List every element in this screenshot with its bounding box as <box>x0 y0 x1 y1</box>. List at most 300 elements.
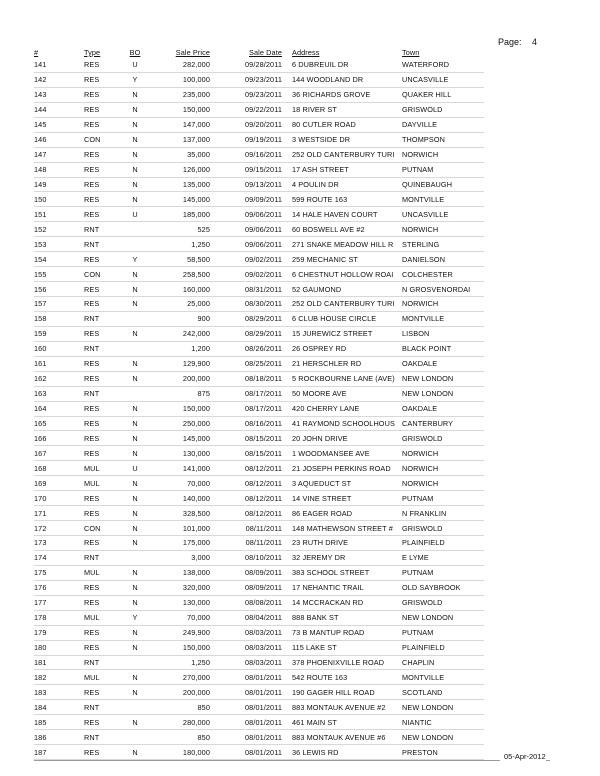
cell-type: RNT <box>84 700 120 715</box>
table-row <box>34 58 484 72</box>
cell-type: RES <box>84 715 120 730</box>
cell-type: RNT <box>84 730 120 745</box>
cell-sale-date: 08/26/2011 <box>210 341 282 356</box>
cell-num: 187 <box>34 745 84 760</box>
cell-bo: N <box>120 670 150 685</box>
table-header <box>34 44 484 58</box>
cell-type: RES <box>84 102 120 117</box>
cell-sale-date: 08/15/2011 <box>210 431 282 446</box>
cell-type: RES <box>84 87 120 102</box>
cell-bo: N <box>120 580 150 595</box>
table-row <box>34 640 484 655</box>
cell-sale-date: 09/23/2011 <box>210 87 282 102</box>
cell-address: 18 RIVER ST <box>282 102 402 117</box>
cell-num: 174 <box>34 550 84 565</box>
table-row <box>34 341 484 356</box>
cell-town: GRISWOLD <box>402 595 484 610</box>
cell-address: 883 MONTAUK AVENUE #2 <box>282 700 402 715</box>
cell-bo: Y <box>120 252 150 267</box>
cell-address: 80 CUTLER ROAD <box>282 117 402 132</box>
cell-num: 176 <box>34 580 84 595</box>
cell-type: RES <box>84 640 120 655</box>
cell-sale-price: 1,250 <box>150 655 210 670</box>
cell-town: LISBON <box>402 326 484 341</box>
cell-sale-date: 08/18/2011 <box>210 371 282 386</box>
cell-address: 60 BOSWELL AVE #2 <box>282 222 402 237</box>
cell-type: RES <box>84 745 120 760</box>
cell-type: RES <box>84 326 120 341</box>
cell-town: CANTERBURY <box>402 416 484 431</box>
cell-sale-date: 08/04/2011 <box>210 610 282 625</box>
cell-sale-price: 242,000 <box>150 326 210 341</box>
table-body <box>34 58 484 760</box>
header-town: Town <box>402 48 420 57</box>
cell-bo <box>120 311 150 326</box>
cell-bo: N <box>120 117 150 132</box>
cell-sale-price: 126,000 <box>150 162 210 177</box>
table-row <box>34 371 484 386</box>
cell-town: NORWICH <box>402 476 484 491</box>
cell-town: NEW LONDON <box>402 386 484 401</box>
cell-sale-price: 70,000 <box>150 476 210 491</box>
cell-sale-date: 08/12/2011 <box>210 506 282 521</box>
table-row <box>34 670 484 685</box>
cell-town: PUTNAM <box>402 162 484 177</box>
cell-bo: N <box>120 356 150 371</box>
table-row <box>34 72 484 87</box>
cell-num: 169 <box>34 476 84 491</box>
table-row <box>34 506 484 521</box>
cell-num: 153 <box>34 237 84 252</box>
cell-town: E LYME <box>402 550 484 565</box>
table-row <box>34 625 484 640</box>
cell-bo: N <box>120 416 150 431</box>
table-row <box>34 326 484 341</box>
cell-bo: N <box>120 102 150 117</box>
cell-sale-price: 1,250 <box>150 237 210 252</box>
header-row <box>34 44 484 58</box>
cell-town: PLAINFIELD <box>402 536 484 551</box>
cell-type: RNT <box>84 222 120 237</box>
cell-type: RES <box>84 207 120 222</box>
cell-num: 167 <box>34 446 84 461</box>
table-row <box>34 595 484 610</box>
cell-num: 146 <box>34 132 84 147</box>
table-row <box>34 207 484 222</box>
cell-sale-date: 08/03/2011 <box>210 640 282 655</box>
cell-address: 420 CHERRY LANE <box>282 401 402 416</box>
cell-bo <box>120 655 150 670</box>
cell-sale-price: 135,000 <box>150 177 210 192</box>
cell-address: 4 POULIN DR <box>282 177 402 192</box>
table-row <box>34 446 484 461</box>
cell-sale-date: 08/01/2011 <box>210 745 282 760</box>
cell-sale-price: 58,500 <box>150 252 210 267</box>
cell-sale-price: 320,000 <box>150 580 210 595</box>
cell-num: 168 <box>34 461 84 476</box>
cell-town: SCOTLAND <box>402 685 484 700</box>
table-row <box>34 700 484 715</box>
cell-sale-price: 1,200 <box>150 341 210 356</box>
cell-sale-date: 08/17/2011 <box>210 386 282 401</box>
sales-table <box>34 44 484 760</box>
cell-town: NEW LONDON <box>402 730 484 745</box>
table-row <box>34 580 484 595</box>
cell-sale-price: 137,000 <box>150 132 210 147</box>
cell-address: 14 HALE HAVEN COURT <box>282 207 402 222</box>
page-number-indicator <box>498 37 537 47</box>
cell-type: RES <box>84 282 120 297</box>
cell-num: 143 <box>34 87 84 102</box>
cell-town: BLACK POINT <box>402 341 484 356</box>
cell-type: RES <box>84 536 120 551</box>
cell-sale-date: 09/09/2011 <box>210 192 282 207</box>
cell-town: NEW LONDON <box>402 371 484 386</box>
cell-bo: N <box>120 401 150 416</box>
page-label: Page: <box>498 37 522 47</box>
cell-address: 26 OSPREY RD <box>282 341 402 356</box>
cell-sale-date: 09/23/2011 <box>210 72 282 87</box>
cell-town: DANIELSON <box>402 252 484 267</box>
cell-town: NORWICH <box>402 222 484 237</box>
cell-sale-price: 249,900 <box>150 625 210 640</box>
cell-type: RES <box>84 625 120 640</box>
cell-type: CON <box>84 521 120 536</box>
cell-town: QUAKER HILL <box>402 87 484 102</box>
cell-bo: N <box>120 491 150 506</box>
cell-town: UNCASVILLE <box>402 72 484 87</box>
cell-sale-date: 09/06/2011 <box>210 237 282 252</box>
cell-type: MUL <box>84 476 120 491</box>
table-row <box>34 117 484 132</box>
cell-bo: N <box>120 715 150 730</box>
cell-address: 41 RAYMOND SCHOOLHOUS <box>282 416 402 431</box>
cell-town: NIANTIC <box>402 715 484 730</box>
table-row <box>34 476 484 491</box>
table-row <box>34 730 484 745</box>
cell-town: THOMPSON <box>402 132 484 147</box>
cell-town: QUINEBAUGH <box>402 177 484 192</box>
cell-num: 161 <box>34 356 84 371</box>
cell-bo: N <box>120 192 150 207</box>
cell-num: 182 <box>34 670 84 685</box>
cell-bo: N <box>120 267 150 282</box>
cell-sale-date: 08/01/2011 <box>210 685 282 700</box>
cell-num: 173 <box>34 536 84 551</box>
cell-type: RES <box>84 446 120 461</box>
header-sale-date: Sale Date <box>249 48 282 57</box>
cell-sale-price: 200,000 <box>150 685 210 700</box>
cell-sale-price: 875 <box>150 386 210 401</box>
table-row <box>34 715 484 730</box>
table-row <box>34 521 484 536</box>
cell-type: RES <box>84 162 120 177</box>
cell-address: 6 CLUB HOUSE CIRCLE <box>282 311 402 326</box>
cell-bo <box>120 222 150 237</box>
cell-sale-date: 09/06/2011 <box>210 207 282 222</box>
cell-num: 165 <box>34 416 84 431</box>
cell-sale-date: 09/13/2011 <box>210 177 282 192</box>
cell-num: 155 <box>34 267 84 282</box>
table-row <box>34 297 484 312</box>
cell-sale-price: 138,000 <box>150 565 210 580</box>
cell-address: 3 WESTSIDE DR <box>282 132 402 147</box>
cell-bo: U <box>120 461 150 476</box>
cell-town: MONTVILLE <box>402 192 484 207</box>
cell-sale-price: 328,500 <box>150 506 210 521</box>
cell-sale-price: 250,000 <box>150 416 210 431</box>
cell-type: MUL <box>84 461 120 476</box>
cell-town: PUTNAM <box>402 565 484 580</box>
cell-num: 163 <box>34 386 84 401</box>
cell-address: 23 RUTH DRIVE <box>282 536 402 551</box>
cell-num: 144 <box>34 102 84 117</box>
cell-town: DAYVILLE <box>402 117 484 132</box>
cell-sale-price: 141,000 <box>150 461 210 476</box>
table-row <box>34 461 484 476</box>
cell-address: 378 PHOENIXVILLE ROAD <box>282 655 402 670</box>
footer-date: 05-Apr-2012 <box>500 752 546 761</box>
cell-sale-price: 200,000 <box>150 371 210 386</box>
table-row <box>34 102 484 117</box>
cell-bo <box>120 730 150 745</box>
cell-type: RES <box>84 416 120 431</box>
cell-town: PUTNAM <box>402 625 484 640</box>
cell-bo: N <box>120 132 150 147</box>
cell-bo <box>120 341 150 356</box>
cell-bo: N <box>120 431 150 446</box>
cell-type: RNT <box>84 655 120 670</box>
cell-town: CHAPLIN <box>402 655 484 670</box>
cell-town: NEW LONDON <box>402 700 484 715</box>
cell-bo: U <box>120 207 150 222</box>
cell-bo: N <box>120 640 150 655</box>
cell-address: 21 HERSCHLER RD <box>282 356 402 371</box>
table-row <box>34 252 484 267</box>
header-bo: BO <box>129 48 141 57</box>
table-row <box>34 162 484 177</box>
cell-bo: N <box>120 147 150 162</box>
cell-bo: N <box>120 536 150 551</box>
cell-sale-price: 258,500 <box>150 267 210 282</box>
cell-sale-date: 08/31/2011 <box>210 282 282 297</box>
cell-bo <box>120 386 150 401</box>
cell-bo: U <box>120 58 150 72</box>
cell-bo <box>120 237 150 252</box>
cell-type: MUL <box>84 670 120 685</box>
cell-sale-price: 25,000 <box>150 297 210 312</box>
cell-num: 166 <box>34 431 84 446</box>
table-row <box>34 550 484 565</box>
cell-address: 5 ROCKBOURNE LANE (AVE) <box>282 371 402 386</box>
cell-bo: N <box>120 476 150 491</box>
cell-town: GRISWOLD <box>402 431 484 446</box>
table-row <box>34 431 484 446</box>
table-row <box>34 565 484 580</box>
cell-sale-date: 08/25/2011 <box>210 356 282 371</box>
cell-num: 177 <box>34 595 84 610</box>
cell-type: CON <box>84 267 120 282</box>
cell-bo: N <box>120 625 150 640</box>
cell-type: RES <box>84 580 120 595</box>
cell-sale-date: 09/20/2011 <box>210 117 282 132</box>
cell-address: 6 DUBREUIL DR <box>282 58 402 72</box>
header-type: Type <box>84 48 101 57</box>
cell-type: RES <box>84 72 120 87</box>
cell-sale-date: 08/01/2011 <box>210 700 282 715</box>
cell-sale-price: 175,000 <box>150 536 210 551</box>
cell-num: 142 <box>34 72 84 87</box>
cell-bo: N <box>120 685 150 700</box>
cell-sale-price: 180,000 <box>150 745 210 760</box>
table-row <box>34 416 484 431</box>
cell-sale-price: 145,000 <box>150 192 210 207</box>
cell-num: 148 <box>34 162 84 177</box>
cell-type: RES <box>84 117 120 132</box>
header-address: Address <box>292 48 320 57</box>
cell-bo: N <box>120 326 150 341</box>
table-row <box>34 222 484 237</box>
table-row <box>34 685 484 700</box>
cell-type: RES <box>84 491 120 506</box>
cell-sale-price: 150,000 <box>150 640 210 655</box>
cell-sale-date: 08/16/2011 <box>210 416 282 431</box>
cell-address: 252 OLD CANTERBURY TURI <box>282 147 402 162</box>
cell-sale-price: 235,000 <box>150 87 210 102</box>
cell-type: RNT <box>84 386 120 401</box>
cell-sale-price: 150,000 <box>150 102 210 117</box>
cell-type: RES <box>84 147 120 162</box>
cell-num: 145 <box>34 117 84 132</box>
cell-sale-date: 09/28/2011 <box>210 58 282 72</box>
cell-address: 542 ROUTE 163 <box>282 670 402 685</box>
table-row <box>34 745 484 760</box>
cell-sale-date: 08/12/2011 <box>210 461 282 476</box>
cell-address: 20 JOHN DRIVE <box>282 431 402 446</box>
cell-bo: N <box>120 565 150 580</box>
cell-sale-price: 100,000 <box>150 72 210 87</box>
cell-num: 159 <box>34 326 84 341</box>
cell-type: RES <box>84 177 120 192</box>
cell-town: PLAINFIELD <box>402 640 484 655</box>
cell-type: RES <box>84 595 120 610</box>
cell-town: STERLING <box>402 237 484 252</box>
cell-address: 1 WOODMANSEE AVE <box>282 446 402 461</box>
cell-num: 184 <box>34 700 84 715</box>
cell-address: 86 EAGER ROAD <box>282 506 402 521</box>
table-row <box>34 356 484 371</box>
cell-address: 21 JOSEPH PERKINS ROAD <box>282 461 402 476</box>
cell-num: 170 <box>34 491 84 506</box>
cell-type: RES <box>84 401 120 416</box>
cell-type: RES <box>84 506 120 521</box>
cell-type: MUL <box>84 610 120 625</box>
table-row <box>34 87 484 102</box>
cell-address: 883 MONTAUK AVENUE #6 <box>282 730 402 745</box>
cell-address: 14 VINE STREET <box>282 491 402 506</box>
cell-type: RNT <box>84 550 120 565</box>
cell-town: NEW LONDON <box>402 610 484 625</box>
table-row <box>34 282 484 297</box>
cell-sale-date: 08/03/2011 <box>210 625 282 640</box>
cell-sale-date: 08/30/2011 <box>210 297 282 312</box>
cell-sale-date: 08/01/2011 <box>210 730 282 745</box>
cell-town: MONTVILLE <box>402 311 484 326</box>
cell-type: CON <box>84 132 120 147</box>
cell-num: 186 <box>34 730 84 745</box>
cell-num: 149 <box>34 177 84 192</box>
cell-bo <box>120 700 150 715</box>
cell-sale-price: 900 <box>150 311 210 326</box>
cell-town: COLCHESTER <box>402 267 484 282</box>
cell-address: 144 WOODLAND DR <box>282 72 402 87</box>
cell-sale-date: 08/01/2011 <box>210 715 282 730</box>
cell-sale-date: 08/03/2011 <box>210 655 282 670</box>
cell-type: RNT <box>84 237 120 252</box>
cell-num: 178 <box>34 610 84 625</box>
cell-address: 14 MCCRACKAN RD <box>282 595 402 610</box>
table-row <box>34 386 484 401</box>
cell-bo: N <box>120 521 150 536</box>
cell-type: RES <box>84 356 120 371</box>
cell-sale-price: 185,000 <box>150 207 210 222</box>
cell-num: 156 <box>34 282 84 297</box>
cell-town: NORWICH <box>402 446 484 461</box>
cell-town: N FRANKLIN <box>402 506 484 521</box>
cell-num: 175 <box>34 565 84 580</box>
cell-sale-price: 270,000 <box>150 670 210 685</box>
cell-type: RES <box>84 252 120 267</box>
cell-town: GRISWOLD <box>402 102 484 117</box>
cell-address: 252 OLD CANTERBURY TURI <box>282 297 402 312</box>
cell-address: 50 MOORE AVE <box>282 386 402 401</box>
cell-sale-price: 160,000 <box>150 282 210 297</box>
cell-type: RES <box>84 192 120 207</box>
cell-sale-date: 08/01/2011 <box>210 670 282 685</box>
cell-num: 171 <box>34 506 84 521</box>
cell-sale-price: 850 <box>150 730 210 745</box>
cell-num: 183 <box>34 685 84 700</box>
table-row <box>34 610 484 625</box>
cell-bo: Y <box>120 610 150 625</box>
cell-num: 150 <box>34 192 84 207</box>
cell-bo: N <box>120 282 150 297</box>
cell-bo: N <box>120 87 150 102</box>
cell-address: 888 BANK ST <box>282 610 402 625</box>
cell-sale-price: 525 <box>150 222 210 237</box>
cell-sale-date: 09/16/2011 <box>210 147 282 162</box>
cell-sale-date: 08/17/2011 <box>210 401 282 416</box>
cell-address: 15 JUREWICZ STREET <box>282 326 402 341</box>
cell-sale-date: 09/06/2011 <box>210 222 282 237</box>
cell-town: NORWICH <box>402 147 484 162</box>
cell-address: 115 LAKE ST <box>282 640 402 655</box>
cell-sale-price: 3,000 <box>150 550 210 565</box>
cell-address: 6 CHESTNUT HOLLOW ROAI <box>282 267 402 282</box>
cell-type: RNT <box>84 341 120 356</box>
cell-bo <box>120 550 150 565</box>
cell-sale-date: 08/08/2011 <box>210 595 282 610</box>
table-row <box>34 655 484 670</box>
cell-address: 3 AQUEDUCT ST <box>282 476 402 491</box>
cell-sale-date: 08/29/2011 <box>210 311 282 326</box>
cell-bo: N <box>120 297 150 312</box>
cell-town: OLD SAYBROOK <box>402 580 484 595</box>
table-row <box>34 192 484 207</box>
cell-num: 151 <box>34 207 84 222</box>
cell-address: 73 B MANTUP ROAD <box>282 625 402 640</box>
cell-address: 599 ROUTE 163 <box>282 192 402 207</box>
